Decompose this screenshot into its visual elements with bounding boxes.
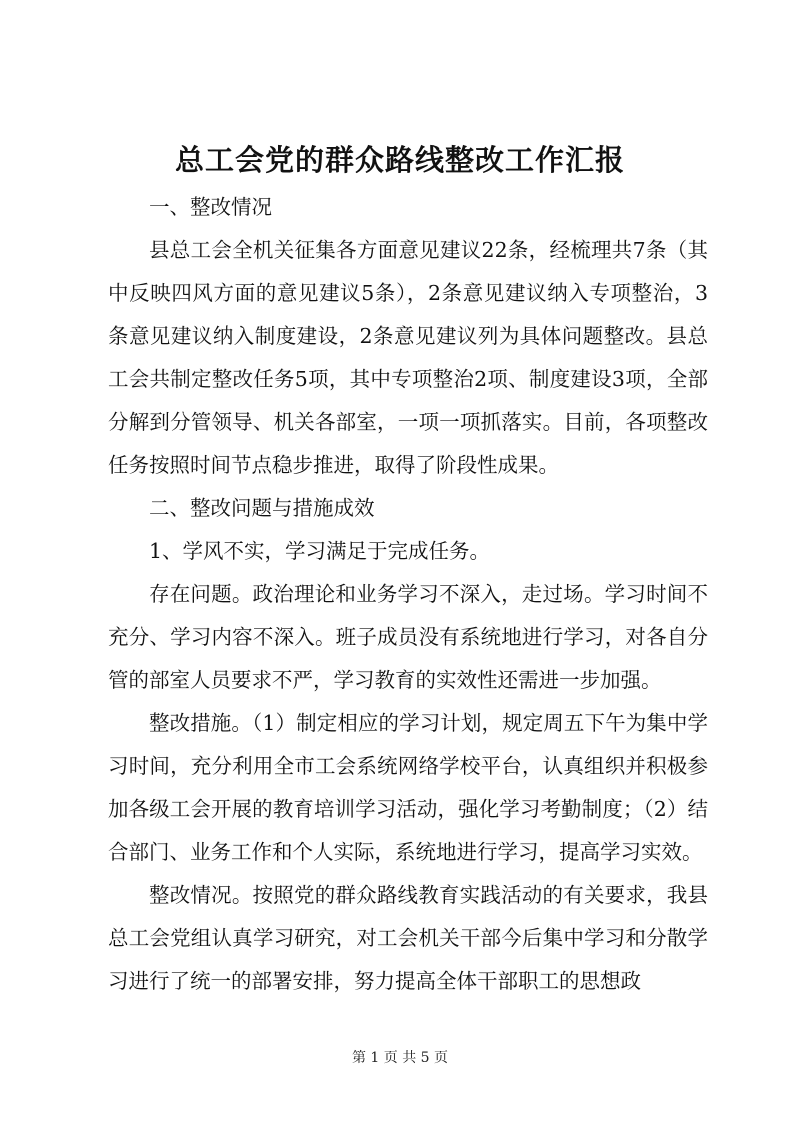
page-title: 总工会党的群众路线整改工作汇报 xyxy=(174,143,625,177)
paragraph-status: 整改情况。按照党的群众路线教育实践活动的有关要求，我县总工会党组认真学习研究，对工会机关干部今后集中学习和分散学习进行了统一的部署安排，努力提高全体干部职工的思想政 xyxy=(108,883,708,993)
page-footer: 第 1 页 共 5 页 xyxy=(351,1050,449,1066)
paragraph-problem: 存在问题。政治理论和业务学习不深入，走过场。学习时间不充分、学习内容不深入。班子成员没有系统地进行学习，对各自分管的部室人员要求不严，学习教育的实效性还需进一步加强。 xyxy=(108,582,708,692)
paragraph-measures: 整改措施。（1）制定相应的学习计划，规定周五下午为集中学习时间，充分利用全市工会系统网络学校平台，认真组织并积极参加各级工会开展的教育培训学习活动，强化学习考勤制度；（2）结合部门、业务工作和个人实际，系统地进行学习，提高学习实效。 xyxy=(108,711,708,864)
document-body xyxy=(108,186,708,1003)
section-heading-2: 二、整改问题与措施成效 xyxy=(149,496,375,520)
paragraph-1: 县总工会全机关征集各方面意见建议22条，经梳理共7条（其中反映四风方面的意见建议5条），2条意见建议纳入专项整治，3条意见建议纳入制度建设，2条意见建议列为具体问题整改。县总工会共制定整改任务5项，其中专项整治2项、制度建设3项，全部分解到分管领导、机关各部室，一项一项抓落实。目前，各项整改任务按照时间节点稳步推进，取得了阶段性成果。 xyxy=(108,238,708,477)
subheading-1: 1、学风不实，学习满足于完成任务。 xyxy=(149,539,491,563)
section-heading-1: 一、整改情况 xyxy=(149,195,272,219)
